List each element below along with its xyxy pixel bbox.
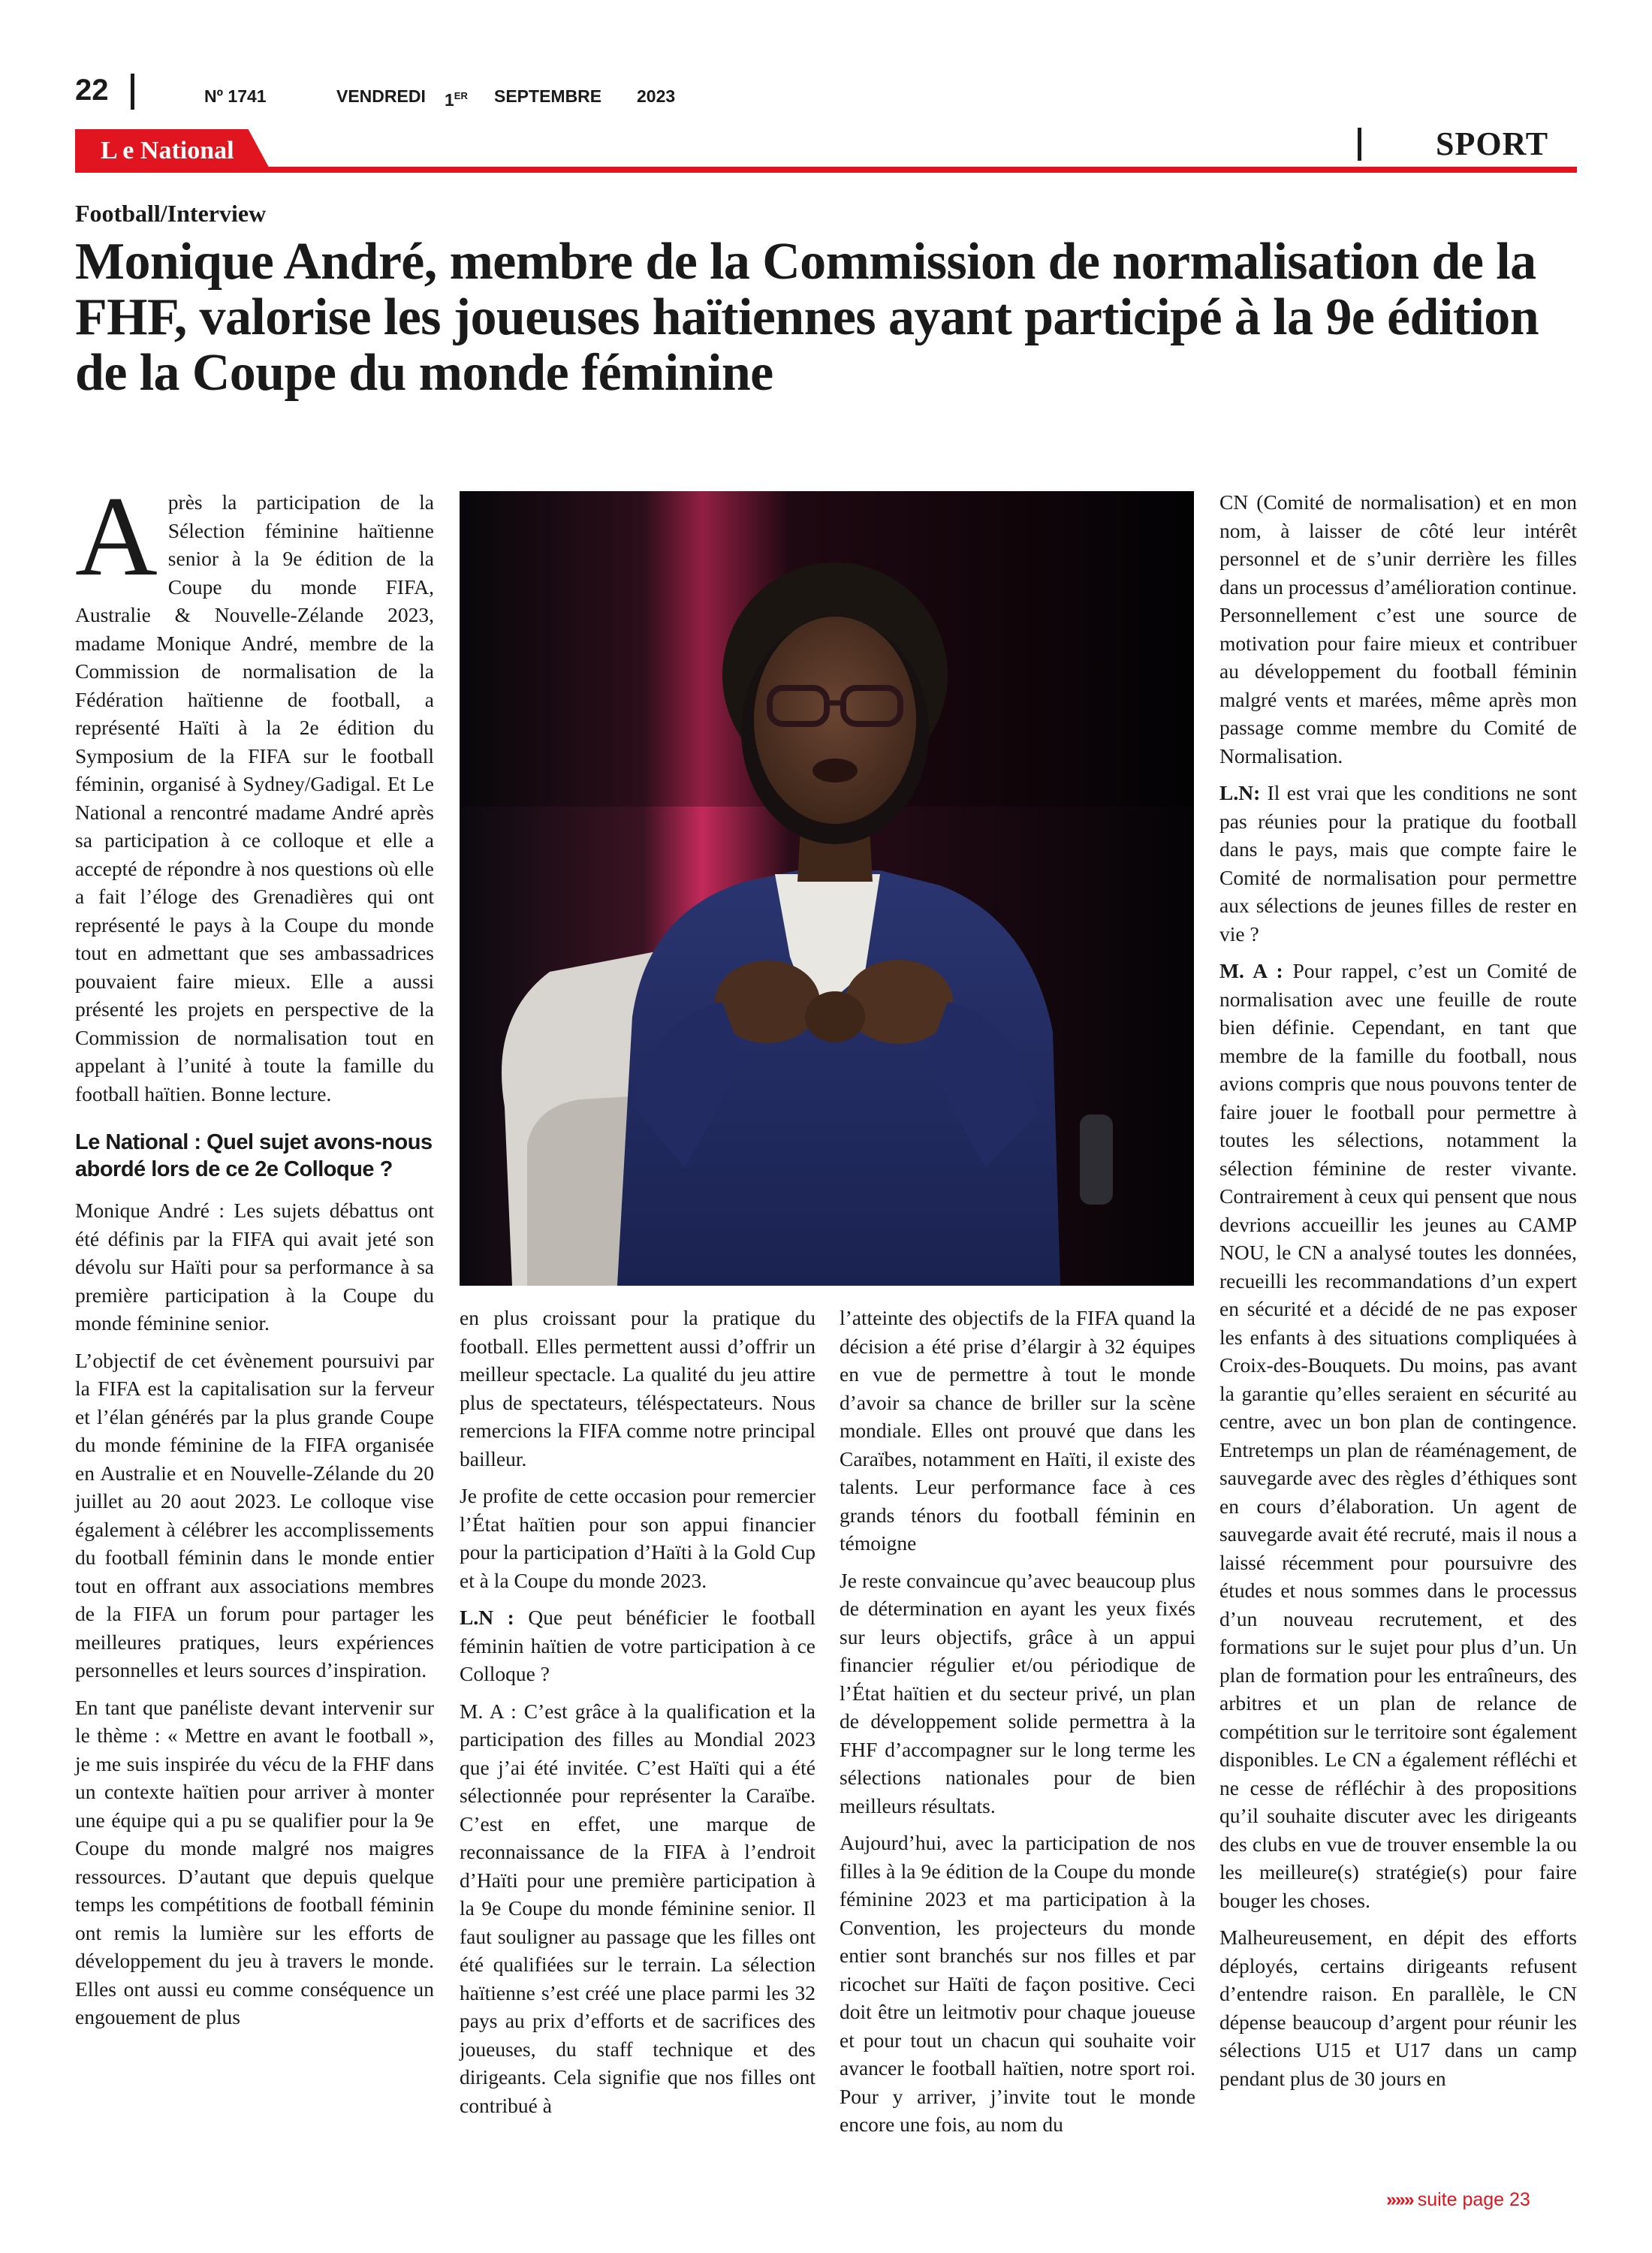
section-label: SPORT	[1436, 125, 1549, 162]
article-photo	[460, 491, 1194, 1286]
col3-paragraph: Je reste convaincue qu’avec beaucoup plus de détermination en ayant les yeux fixés sur leurs objectifs, grâce à un appui financier régulier et/ou périodique de l’État haïtien et du secteur privé, un plan de développement solide permettra à la FHF d’accompagner sur le long terme les sélections nationales pour de bien meilleurs résultats.	[840, 1568, 1195, 1817]
interview-question-3: L.N: Il est vrai que les conditions ne sont pas réunies pour la pratique du football dans le pays, mais que compte faire le Comité de normalisation pour permettre aux sélections de jeunes filles de rester en vie ?	[1219, 781, 1577, 946]
col4-paragraph: Malheureusement, en dépit des efforts déployés, certains dirigeants refusent d’entendre raison. En parallèle, le CN dépense beaucoup d’argent pour réunir les sélections U15 et U17 dans un camp pendant plus de 30 jours en	[1219, 1926, 1577, 2090]
issue-number: Nº 1741	[204, 86, 267, 106]
article-headline: Monique André, membre de la Commission de normalisation de la FHF, valorise les joueuses haïtiennes ayant participé à la 9e édition de la Coupe du monde féminine	[75, 233, 1539, 402]
continue-arrows-icon: »»»	[1386, 2189, 1413, 2210]
col2-paragraph: Je profite de cette occasion pour remercier l’État haïtien pour son appui financier pour la participation d’Haïti à la Gold Cup et à la Coupe du monde 2023.	[460, 1484, 815, 1592]
article-intro: Après la participation de la Sélection féminine haïtienne senior à la 9e édition de la Coupe du monde FIFA, Australie & Nouvelle-Zélande 2023, madame Monique André, membre de la Commission de normalisation de la Fédération haïtienne de football, a représenté Haïti à la 2e édition du Symposium de la FIFA sur le football féminin, organisé à Sydney/Gadigal. Et Le National a rencontré madame André après sa participation à ce colloque et elle a accepté de répondre à nos questions où elle a fait l’éloge des Grenadières qui ont représenté le pays à la Coupe du monde tout en admettant que ses ambassadrices pouvaient faire mieux. Elle a aussi présenté les projets en perspective de la Commission de normalisation tout en appelant à l’unité à toute la famille du football haïtien. Bonne lecture.	[75, 473, 434, 1105]
continued-on-page-link[interactable]: »»» suite page 23	[1386, 2189, 1530, 2210]
date-day: 1ER	[445, 90, 468, 110]
col3-paragraph: Aujourd’hui, avec la participation de nos filles à la 9e édition de la Coupe du monde féminine 2023 et ma participation à la Convention, les projecteurs du monde entier sont branchés sur nos filles et par ricochet sur Haïti de façon positive. Ceci doit être un leitmotiv pour chaque joueuse et pour tout un chacun qui souhaite voir avancer le football haïtien, notre sport roi. Pour y arriver, j’invite tout le monde encore une fois, au nom du	[840, 1831, 1195, 2136]
col2-paragraph: en plus croissant pour la pratique du football. Elles permettent aussi d’offrir un meilleur spectacle. La qualité du jeu attire plus de spectateurs, téléspectateurs. Nous remercions la FIFA comme notre principal bailleur.	[460, 1306, 815, 1470]
article-column-2	[460, 1304, 815, 2119]
date-year: 2023	[637, 86, 676, 106]
col1-paragraph: En tant que panéliste devant intervenir sur le thème : « Mettre en avant le football », je me suis inspirée du vécu de la FHF dans un contexte haïtien pour arriver à monter une équipe qui a pu se qualifier pour la 9e Coupe du monde malgré nos maigres ressources. D’autant que depuis quelque temps les compétitions de football féminin ont remis la lumière sur les efforts de développement du jeu à travers le monde. Elles ont aussi eu comme conséquence un engouement de plus	[75, 1695, 434, 2028]
interview-question-1: Le National : Quel sujet avons-nous abordé lors de ce 2e Colloque ?	[75, 1130, 433, 1181]
col4-paragraph: CN (Comité de normalisation) et en mon nom, à laisser de côté leur intérêt personnel et de s’unir derrière les filles dans un processus d’amélioration continue. Personnellement c’est une source de motivation pour faire mieux et contribuer au développement du football féminin malgré vents et marées, même après mon passage comme membre du Comité de Normalisation.	[1219, 490, 1577, 768]
article-column-4	[1219, 488, 1577, 2092]
interview-answer-2: M. A : C’est grâce à la qualification et la participation des filles au Mondial 2023 que j’ai été invitée. C’est Haïti qui a été sélectionnée pour représenter la Caraïbe. C’est en effet, une marque de reconnaissance de la FIFA à l’endroit d’Haïti pour une première participation à la 9e Coupe du monde féminine senior. Il faut souligner au passage que les filles ont été qualifiées sur le terrain. La sélection haïtienne s’est créé une place parmi les 32 pays au prix d’efforts et de sacrifices des joueuses, du staff technique et des dirigeants. Cela signifie que nos filles ont contribué à	[460, 1699, 816, 2117]
interview-answer-3: M. A : Pour rappel, c’est un Comité de normalisation avec une feuille de route bien définie. Cependant, en tant que membre de la famille du football, nous avions compris que nous pouvons tenter de faire jouer le football pour permettre à toutes les sélections, notamment la sélection féminine de rester vivante. Contrairement à ceux qui pensent que nous devrions accueillir les jeunes au CAMP NOU, le CN a analysé toutes les données, recueilli les recommandations d’un expert en sécurité et a décidé de ne pas exposer les enfants à des situations compliquées à Croix-des-Bouquets. Du moins, pas avant la garantie qu’elles seraient en sécurité au centre, avec un bon plan de contingence. Entretemps un plan de réaménagement, de sauvegarde avec des règles d’éthiques sont en cours d’élaboration. Un agent de sauvegarde avait été recruté, mais il nous a laissé récemment pour poursuivre des études et nous sommes dans le processus d’un nouveau recrutement, et des formations sur le sujet pour plus d’un. Un plan de formation pour les entraîneurs, des arbitres et un plan de relance de compétition sur le territoire sont également disponibles. Le CN a également réfléchi et ne cesse de réfléchir à des propositions qu’il souhaite discuter avec les dirigeants des clubs en vue de trouver ensemble la ou les meilleure(s) stratégie(s) pour faire bouger les choses.	[1219, 959, 1577, 1912]
drop-cap: A	[75, 473, 158, 599]
date-month: SEPTEMBRE	[494, 86, 602, 106]
header-red-rule	[75, 167, 1577, 173]
newspaper-logo: L e National	[101, 137, 234, 164]
col3-paragraph: l’atteinte des objectifs de la FIFA quand la décision a été prise d’élargir à 32 équipes en vue de permettre à tout le monde d’avoir sa chance de briller sur la scène mondiale. Elles ont prouvé que dans les Caraïbes, notamment en Haïti, il existe des talents. Leur performance face à ces grands ténors du football féminin en témoigne	[840, 1306, 1195, 1555]
col1-paragraph: L’objectif de cet évènement poursuivi par la FIFA est la capitalisation sur la ferveur et l’élan générés par la plus grande Coupe du monde féminine de la FIFA organisée en Australie et en Nouvelle-Zélande du 20 juillet au 20 aout 2023. Le colloque vise également à célébrer les accomplissements du football féminin dans le monde entier tout en offrant aux associations membres de la FIFA un forum pour partager les meilleures pratiques, leurs expériences personnelles et leurs sources d’inspiration.	[75, 1348, 434, 1681]
page-number-divider	[131, 74, 134, 110]
section-divider	[1358, 128, 1361, 161]
article-column-3	[840, 1304, 1195, 2139]
interview-question-2: L.N : Que peut bénéficier le football féminin haïtien de votre participation à ce Colloque ?	[460, 1606, 815, 1685]
date-weekday: VENDREDI	[336, 86, 426, 106]
page-number: 22	[75, 74, 109, 107]
col1-paragraph: Monique André : Les sujets débattus ont été définis par la FIFA qui avait jeté son dévolu sur Haïti pour sa performance à sa première participation à la Coupe du monde féminine senior.	[75, 1199, 434, 1335]
article-kicker: Football/Interview	[75, 200, 267, 227]
article-column-1	[75, 473, 434, 2031]
